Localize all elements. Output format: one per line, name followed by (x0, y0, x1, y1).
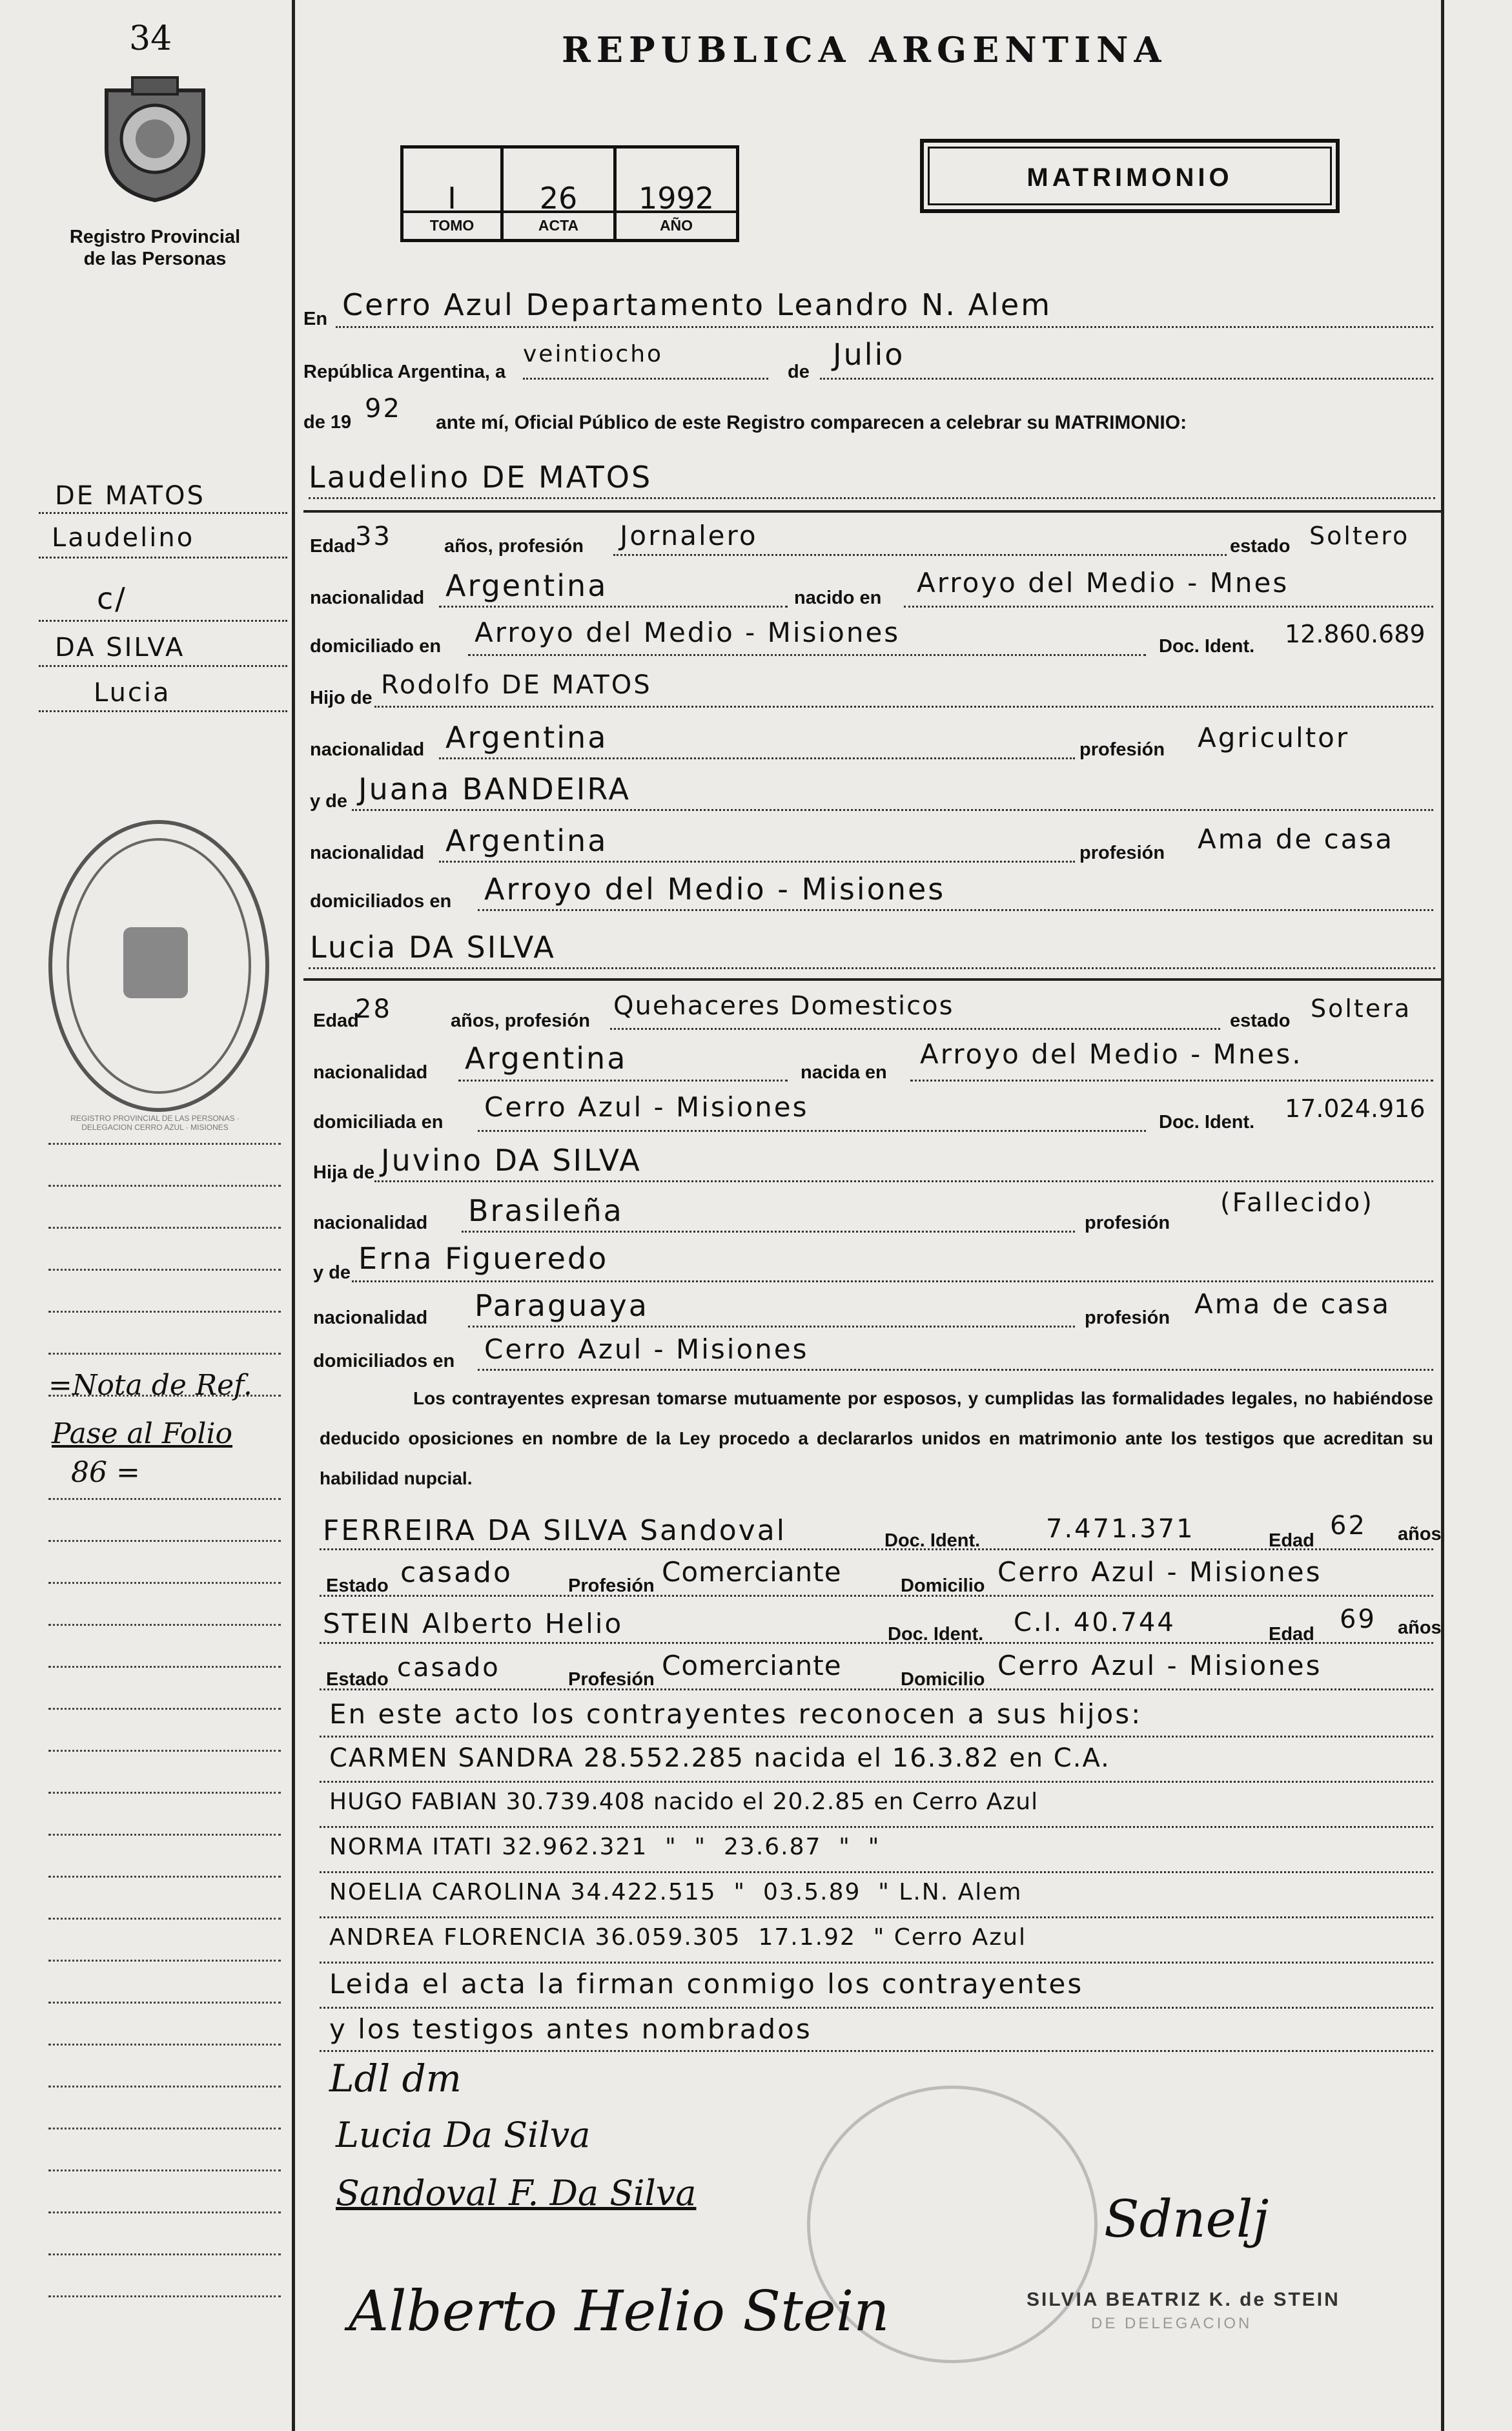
groom-profession: Jornalero (620, 520, 758, 551)
line (320, 1781, 1433, 1783)
line (320, 1548, 1433, 1550)
margin-line (48, 1918, 281, 1920)
tomo-value: I (447, 181, 456, 216)
margin-line (48, 1750, 281, 1752)
margin-line (48, 1708, 281, 1710)
witness1-name: FERREIRA DA SILVA Sandoval (323, 1514, 786, 1547)
groom-mother-profesion-label: profesión (1079, 843, 1165, 863)
section-divider (303, 510, 1443, 513)
seal-emblem-icon (123, 927, 188, 998)
month-value: Julio (833, 337, 905, 372)
margin-note-line2: Pase al Folio (52, 1417, 233, 1450)
margin-bride-surname: DA SILVA (55, 633, 185, 662)
bride-mother-nationality: Paraguaya (475, 1288, 649, 1323)
margin-line (48, 1498, 281, 1500)
witness1-domicilio-label: Domicilio (901, 1575, 985, 1596)
acta-cell (500, 145, 617, 242)
line (904, 606, 1433, 608)
bride-status: Soltera (1311, 994, 1412, 1023)
official-stamp-sub: DE DELEGACION (1091, 2315, 1252, 2332)
margin-line (39, 557, 287, 559)
line (320, 1826, 1433, 1828)
acta-label: ACTA (504, 210, 613, 239)
margin-line (48, 1311, 281, 1313)
page-number: 34 (129, 19, 172, 58)
margin-line (48, 1540, 281, 1542)
note-line: y los testigos antes nombrados (329, 2013, 812, 2045)
line (439, 757, 1075, 759)
signature-official: Sdnelj (1104, 2189, 1269, 2249)
bride-profesion-label: años, profesión (451, 1010, 590, 1031)
line (613, 554, 1227, 556)
bride-domiciliada-label: domiciliada en (313, 1112, 444, 1133)
bride-mother-profession: Ama de casa (1194, 1288, 1391, 1320)
margin-line (39, 512, 287, 514)
bride-father-nationality: Brasileña (468, 1193, 624, 1228)
note-line: NOELIA CAROLINA 34.422.515 " 03.5.89 " L.N. Alem (329, 1879, 1023, 1905)
bride-name-line (309, 967, 1435, 969)
groom-doc-label: Doc. Ident. (1159, 636, 1255, 657)
groom-nacido-label: nacido en (794, 588, 882, 608)
note-line: NORMA ITATI 32.962.321 " " 23.6.87 " " (329, 1834, 881, 1860)
margin-line (48, 1834, 281, 1836)
line (320, 1916, 1433, 1918)
groom-domiciliados-label: domiciliados en (310, 891, 452, 912)
line (320, 1736, 1433, 1738)
witness2-doc-label: Doc. Ident. (888, 1624, 984, 1645)
anio-cell (613, 145, 739, 242)
witness1-edad-label: Edad (1269, 1530, 1314, 1551)
witness1-doc-label: Doc. Ident. (884, 1530, 981, 1551)
line (478, 909, 1433, 911)
signature-witness2: Alberto Helio Stein (349, 2279, 890, 2344)
margin-line (48, 2211, 281, 2213)
groom-parents-residence: Arroyo del Medio - Misiones (484, 872, 946, 907)
bride-mother-profesion-label: profesión (1085, 1308, 1170, 1328)
bride-birthplace: Arroyo del Medio - Mnes. (920, 1038, 1303, 1070)
margin-line (48, 1876, 281, 1878)
groom-mother-nationality: Argentina (445, 823, 608, 858)
groom-mother: Juana BANDEIRA (358, 772, 631, 806)
margin-line (48, 2253, 281, 2255)
margin-note-line3: 86 = (71, 1456, 140, 1489)
witness1-profession: Comerciante (662, 1556, 842, 1588)
line (468, 654, 1146, 656)
line (462, 1231, 1075, 1233)
margin-note-line1: =Nota de Ref. (48, 1369, 252, 1402)
groom-father-nacionalidad-label: nacionalidad (310, 739, 425, 760)
year-prefix: de 19 (303, 412, 352, 433)
margin-line (48, 1582, 281, 1584)
margin-line (48, 2044, 281, 2046)
line (352, 809, 1433, 811)
line (320, 2007, 1433, 2009)
margin-line (48, 1353, 281, 1355)
witness1-doc: 7.471.371 (1046, 1514, 1195, 1544)
note-line: HUGO FABIAN 30.739.408 nacido el 20.2.85 en Cerro Azul (329, 1789, 1039, 1815)
bride-nationality: Argentina (465, 1041, 628, 1076)
country-title: REPUBLICA ARGENTINA (562, 29, 1167, 70)
line (320, 1595, 1433, 1597)
groom-domiciliado-label: domiciliado en (310, 636, 442, 657)
line (320, 1688, 1433, 1690)
anio-label: AÑO (617, 210, 736, 239)
day-value: veintiocho (523, 341, 664, 367)
bride-age: 28 (355, 994, 392, 1024)
groom-father-profesion-label: profesión (1079, 739, 1165, 760)
witness2-doc: C.I. 40.744 (1014, 1608, 1176, 1637)
bride-nacionalidad-label: nacionalidad (313, 1062, 428, 1083)
line (374, 1180, 1433, 1182)
groom-hijo-label: Hijo de (310, 688, 373, 708)
bride-edad-label: Edad (313, 1010, 359, 1031)
line (320, 2050, 1433, 2052)
witness2-edad-label: Edad (1269, 1624, 1314, 1645)
signature-groom: Ldl dm (329, 2057, 462, 2100)
margin-groom-name: Laudelino (52, 523, 195, 553)
margin-line (48, 2128, 281, 2129)
witness1-status: casado (400, 1556, 513, 1589)
witness2-profesion-label: Profesión (568, 1669, 655, 1690)
bride-father-profession: (Fallecido) (1220, 1188, 1374, 1218)
groom-mother-nacionalidad-label: nacionalidad (310, 843, 425, 863)
bride-father-profesion-label: profesión (1085, 1213, 1170, 1233)
groom-yde-label: y de (310, 791, 348, 812)
groom-profesion-label: años, profesión (444, 536, 584, 557)
margin-bride-name: Lucia (94, 678, 171, 708)
witness2-estado-label: Estado (326, 1669, 389, 1690)
margin-line (48, 2086, 281, 2087)
groom-mother-profession: Ama de casa (1198, 823, 1395, 855)
groom-name-line (309, 497, 1435, 499)
groom-full-name: Laudelino DE MATOS (309, 460, 653, 495)
witness2-age: 69 (1340, 1605, 1376, 1634)
line (478, 1369, 1433, 1371)
delegation-seal (48, 820, 269, 1112)
year-suffix: 92 (365, 394, 402, 424)
margin-line (48, 1792, 281, 1794)
witness2-address: Cerro Azul - Misiones (997, 1650, 1322, 1681)
margin-line (48, 2002, 281, 2004)
line (468, 1326, 1075, 1328)
bride-doc-label: Doc. Ident. (1159, 1112, 1255, 1133)
seal-text: REGISTRO PROVINCIAL DE LAS PERSONAS · DELEGACION CERRO AZUL · MISIONES (70, 1114, 240, 1132)
margin-line (48, 1227, 281, 1229)
signature-bride: Lucia Da Silva (336, 2115, 591, 2155)
margin-line (39, 710, 287, 712)
line (610, 1028, 1220, 1030)
margin-line (48, 1143, 281, 1145)
witness2-name: STEIN Alberto Helio (323, 1608, 624, 1639)
margin-line (48, 1960, 281, 1962)
margin-line (48, 2295, 281, 2297)
margin-connector: c/ (97, 581, 127, 616)
act-type-box (920, 139, 1340, 213)
de-label: de (788, 362, 810, 382)
bride-domiciliados-label: domiciliados en (313, 1351, 455, 1371)
bride-mother: Erna Figueredo (358, 1241, 609, 1276)
place-value: Cerro Azul Departamento Leandro N. Alem (342, 287, 1052, 322)
margin-line (48, 2169, 281, 2171)
margin-line (39, 665, 287, 667)
witness1-estado-label: Estado (326, 1575, 389, 1596)
republica-label: República Argentina, a (303, 362, 506, 382)
place-line (336, 326, 1433, 328)
groom-father-profession: Agricultor (1198, 722, 1350, 754)
bride-father-nacionalidad-label: nacionalidad (313, 1213, 428, 1233)
margin-divider-line (292, 0, 295, 2431)
bride-estado-label: estado (1230, 1010, 1291, 1031)
margin-groom-surname: DE MATOS (55, 481, 205, 511)
official-stamp-name: SILVIA BEATRIZ K. de STEIN (1027, 2289, 1340, 2310)
bride-nacida-label: nacida en (801, 1062, 887, 1083)
groom-edad-label: Edad (310, 536, 356, 557)
line (320, 1642, 1433, 1644)
groom-father: Rodolfo DE MATOS (381, 670, 652, 700)
bride-mother-nacionalidad-label: nacionalidad (313, 1308, 428, 1328)
bride-doc: 17.024.916 (1285, 1094, 1425, 1123)
note-line: ANDREA FLORENCIA 36.059.305 17.1.92 " Cerro Azul (329, 1924, 1027, 1951)
groom-doc: 12.860.689 (1285, 620, 1425, 648)
line (478, 1130, 1146, 1132)
line (320, 1871, 1433, 1873)
margin-line (48, 1624, 281, 1626)
act-type: MATRIMONIO (928, 147, 1332, 205)
margin-line (48, 1185, 281, 1187)
registry-name: Registro Provincial de las Personas (69, 227, 241, 269)
bride-hija-label: Hija de (313, 1162, 375, 1183)
declaration-text: Los contrayentes expresan tomarse mutuamente por esposos, y cumplidas las formalidades legales, no habiéndose deducido oposiciones en nombre de la Ley procedo a declararlos unidos en matrimonio ante los testigos que acreditan su habilidad nupcial. (320, 1388, 1433, 1488)
note-line: Leida el acta la firman conmigo los contrayentes (329, 1968, 1084, 2000)
line (320, 1962, 1433, 1964)
groom-nacionalidad-label: nacionalidad (310, 588, 425, 608)
bride-full-name: Lucia DA SILVA (310, 930, 556, 965)
groom-status: Soltero (1309, 522, 1410, 550)
line (458, 1080, 788, 1082)
right-border-line (1441, 0, 1444, 2431)
tomo-label: TOMO (404, 210, 500, 239)
day-line (523, 378, 768, 380)
groom-residence: Arroyo del Medio - Misiones (475, 617, 901, 648)
acta-value: 26 (539, 181, 578, 216)
line (439, 861, 1075, 863)
groom-father-nationality: Argentina (445, 720, 608, 755)
line (439, 606, 788, 608)
witness1-anos-label: años (1398, 1524, 1442, 1544)
line (352, 1280, 1433, 1282)
witness2-anos-label: años (1398, 1617, 1442, 1638)
groom-estado-label: estado (1230, 536, 1291, 557)
line (374, 706, 1433, 708)
bride-residence: Cerro Azul - Misiones (484, 1091, 809, 1123)
anio-value: 1992 (638, 181, 715, 216)
intro-sentence: ante mí, Oficial Público de este Registro comparecen a celebrar su MATRIMONIO: (436, 412, 1187, 433)
groom-birthplace: Arroyo del Medio - Mnes (917, 567, 1289, 599)
month-line (820, 378, 1433, 380)
groom-nationality: Argentina (445, 568, 608, 603)
witness2-status: casado (397, 1653, 500, 1683)
margin-line (48, 1666, 281, 1668)
witness1-address: Cerro Azul - Misiones (997, 1556, 1322, 1588)
witness2-domicilio-label: Domicilio (901, 1669, 985, 1690)
note-line: CARMEN SANDRA 28.552.285 nacida el 16.3.82 en C.A. (329, 1743, 1110, 1773)
line (910, 1080, 1433, 1082)
signature-witness1: Sandoval F. Da Silva (336, 2173, 697, 2213)
bride-parents-residence: Cerro Azul - Misiones (484, 1333, 809, 1365)
margin-line (48, 1269, 281, 1271)
witness2-profession: Comerciante (662, 1650, 842, 1681)
tomo-cell (400, 145, 504, 242)
bride-father: Juvino DA SILVA (381, 1143, 642, 1178)
registry-emblem (94, 71, 216, 203)
bride-profession: Quehaceres Domesticos (613, 991, 954, 1021)
en-label: En (303, 309, 328, 329)
bride-yde-label: y de (313, 1262, 351, 1283)
section-divider (303, 978, 1443, 981)
margin-line (39, 620, 287, 622)
note-line: En este acto los contrayentes reconocen a sus hijos: (329, 1698, 1143, 1730)
groom-age: 33 (355, 522, 392, 551)
witness1-profesion-label: Profesión (568, 1575, 655, 1596)
witness1-age: 62 (1330, 1511, 1367, 1541)
